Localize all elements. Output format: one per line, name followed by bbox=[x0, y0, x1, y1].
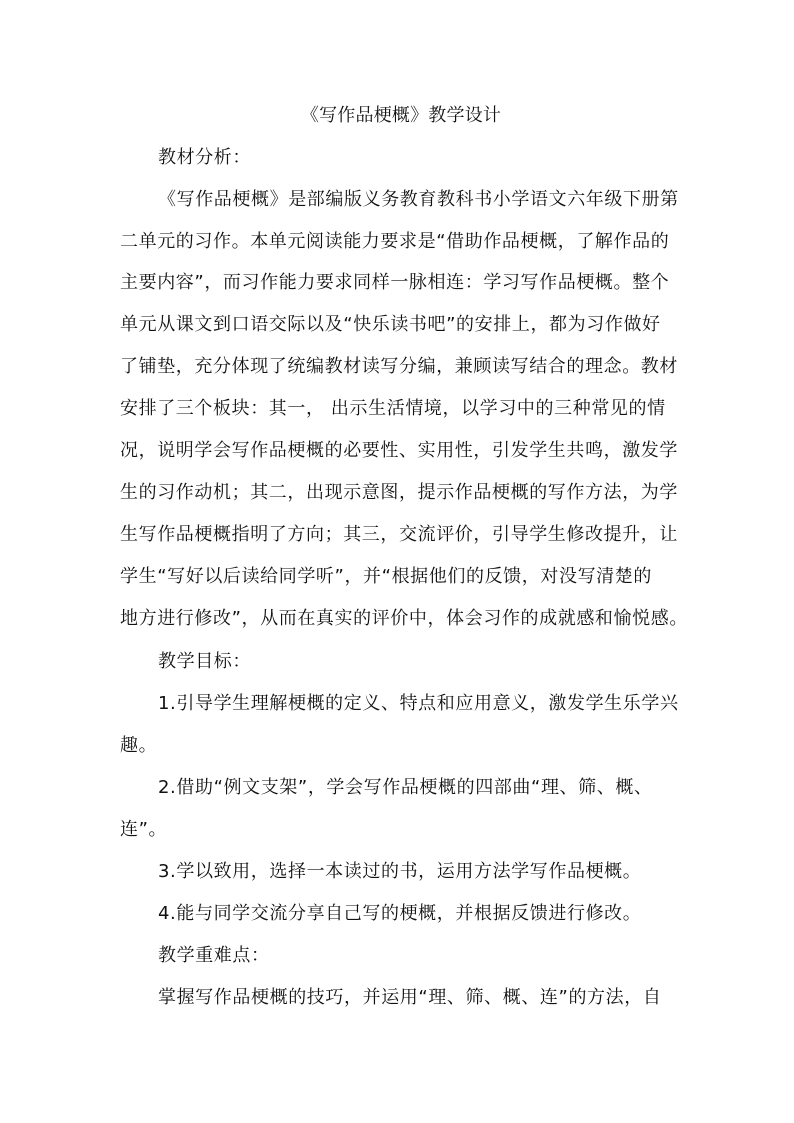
paragraph-line-10: 学生“写好以后读给同学听”，并“根据他们的反馈，对没写清楚的 bbox=[120, 566, 652, 587]
document-page bbox=[120, 0, 688, 1123]
paragraph-line-1: 《写作品梗概》是部编版义务教育教科书小学语文六年级下册第 bbox=[158, 189, 679, 210]
goal-4: 4.能与同学交流分享自己写的梗概，并根据反馈进行修改。 bbox=[158, 903, 642, 924]
document-title: 《写作品梗概》教学设计 bbox=[300, 105, 502, 126]
section-heading-teaching-goals: 教学目标： bbox=[158, 651, 251, 672]
paragraph-line-11: 地方进行修改”，从而在真实的评价中，体会习作的成就感和愉悦感。 bbox=[120, 608, 688, 629]
paragraph-line-2: 二单元的习作。本单元阅读能力要求是“借助作品梗概，了解作品的 bbox=[120, 231, 670, 252]
section-heading-textbook-analysis: 教材分析： bbox=[158, 147, 251, 168]
paragraph-line-9: 生写作品梗概指明了方向；其三，交流评价，引导学生修改提升，让 bbox=[120, 524, 678, 545]
goal-2-line-1: 2.借助“例文支架”，学会写作品梗概的四部曲“理、筛、概、 bbox=[158, 777, 653, 798]
goal-1-line-2: 趣。 bbox=[120, 735, 158, 756]
paragraph-line-8: 生的习作动机；其二，出现示意图，提示作品梗概的写作方法，为学 bbox=[120, 482, 678, 503]
goal-2-line-2: 连”。 bbox=[120, 819, 168, 840]
paragraph-line-4: 单元从课文到口语交际以及“快乐读书吧”的安排上，都为习作做好 bbox=[120, 314, 661, 335]
goal-3: 3.学以致用，选择一本读过的书，运用方法学写作品梗概。 bbox=[158, 861, 642, 882]
paragraph-line-5: 了铺垫，充分体现了统编教材读写分编，兼顾读写结合的理念。教材 bbox=[120, 356, 678, 377]
paragraph-line-3: 主要内容”，而习作能力要求同样一脉相连：学习写作品梗概。整个 bbox=[120, 272, 670, 293]
key-difficulties-line-1: 掌握写作品梗概的技巧，并运用“理、筛、概、连”的方法，自 bbox=[158, 987, 662, 1008]
paragraph-line-7: 况，说明学会写作品梗概的必要性、实用性，引发学生共鸣，激发学 bbox=[120, 440, 678, 461]
section-heading-key-difficulties: 教学重难点： bbox=[158, 945, 270, 966]
paragraph-line-6: 安排了三个板块：其一， 出示生活情境，以学习中的三种常见的情 bbox=[120, 398, 666, 419]
goal-1-line-1: 1.引导学生理解梗概的定义、特点和应用意义，激发学生乐学兴 bbox=[158, 693, 679, 714]
